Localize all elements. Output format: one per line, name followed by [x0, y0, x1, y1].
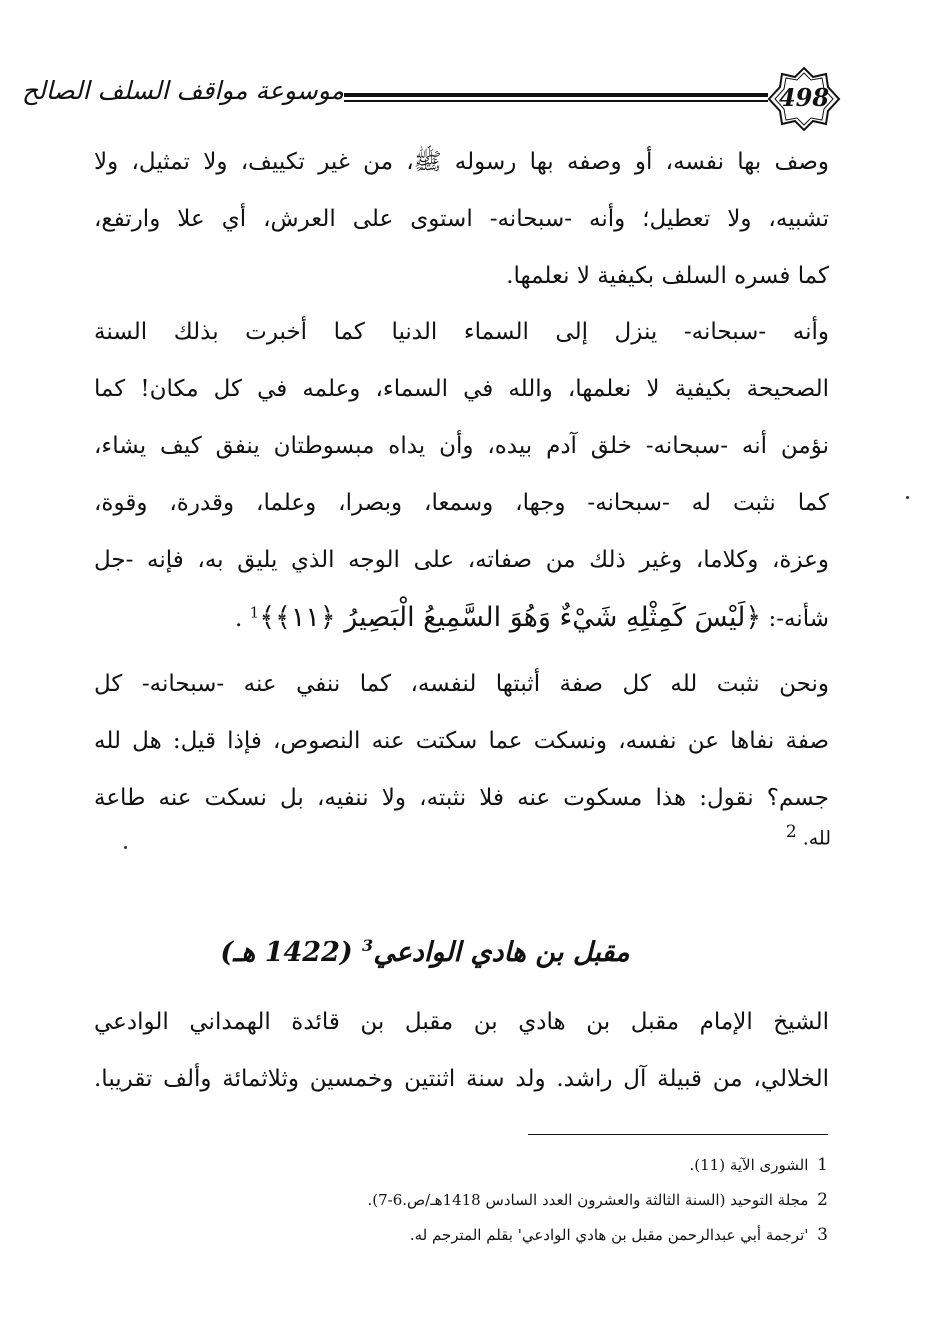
footnote-text: مجلة التوحيد (السنة الثالثة والعشرون العدد السادس 1418هـ/ص.6-7).: [367, 1191, 809, 1209]
page-header: [21, 66, 848, 132]
footnotes: [120, 1148, 828, 1253]
ending-text: لله.: [802, 827, 831, 850]
footnote-2: [120, 1183, 828, 1218]
footnote-ref-2[interactable]: 2: [785, 822, 797, 842]
text-line: وأنه -سبحانه- ينزل إلى السماء الدنيا كما أخبرت بذلك السنة: [94, 319, 829, 345]
speck: [124, 846, 127, 849]
text-line: كما فسره السلف بكيفية لا نعلمها.: [506, 263, 829, 289]
text-line: نؤمن أنه -سبحانه- خلق آدم بيده، وأن يداه مبسوطتان ينفق كيف يشاء،: [94, 433, 829, 459]
text-line: تشبيه، ولا تعطيل؛ وأنه -سبحانه- استوى على العرش، أي علا وارتفع،: [94, 206, 829, 232]
speck: [906, 496, 909, 499]
paragraph-4: [94, 994, 829, 1108]
footnote-1: [120, 1148, 828, 1183]
footnote-separator: [528, 1134, 828, 1135]
text-line: الخلالي، من قبيلة آل راشد. ولد سنة اثنتين وخمسين وثلاثمائة وألف تقريبا.: [94, 1066, 829, 1092]
quran-verse: ﴿لَيْسَ كَمِثْلِهِ شَيْءٌ وَهُوَ السَّمِيعُ الْبَصِيرُ ﴿١١﴾﴾: [259, 602, 762, 633]
header-rule: [344, 90, 768, 104]
footnote-ref-3[interactable]: 3: [362, 936, 374, 955]
page-number: 498: [778, 83, 830, 112]
quran-verse-line: [94, 589, 829, 646]
paragraph-3-ending: [786, 822, 831, 849]
page-number-badge: [766, 66, 842, 132]
paragraph-1: [94, 134, 829, 305]
text-line: ونحن نثبت لله كل صفة أثبتها لنفسه، كما ننفي عنه -سبحانه- كل: [94, 671, 829, 697]
text-line: جسم؟ نقول: هذا مسكوت عنه فلا نثبته، ولا ننفيه، بل نسكت عنه طاعة: [94, 785, 829, 811]
heading-date: (1422 هـ): [220, 937, 353, 968]
book-title: موسوعة مواقف السلف الصالح: [21, 76, 344, 105]
footnote-text: الشورى الآية (11).: [689, 1156, 809, 1174]
section-heading: [200, 936, 650, 968]
footnote-number: 3: [817, 1225, 828, 1245]
text-line: الصحيحة بكيفية لا نعلمها، والله في السماء، وعلمه في كل مكان! كما: [94, 376, 829, 402]
footnote-3: [120, 1218, 828, 1253]
heading-name: مقبل بن هادي الوادعي: [373, 937, 630, 968]
verse-end-period: .: [235, 606, 243, 632]
text-line: كما نثبت له -سبحانه- وجها، وسمعا، وبصرا، وعلما، وقدرة، وقوة،: [94, 490, 829, 516]
footnote-ref-1[interactable]: 1: [249, 603, 260, 622]
verse-intro: شأنه-:: [768, 606, 829, 632]
footnote-number: 2: [817, 1190, 828, 1210]
paragraph-3: [94, 656, 829, 827]
footnote-number: 1: [817, 1155, 828, 1175]
text-line: صفة نفاها عن نفسه، ونسكت عما سكتت عنه النصوص، فإذا قيل: هل لله: [94, 728, 829, 754]
text-line: الشيخ الإمام مقبل بن هادي بن مقبل بن قائدة الهمداني الوادعي: [94, 1009, 829, 1035]
paragraph-2: [94, 304, 829, 646]
text-line: وصف بها نفسه، أو وصفه بها رسوله ﷺ، من غير تكييف، ولا تمثيل، ولا: [94, 149, 829, 175]
text-line: وعزة، وكلاما، وغير ذلك من صفاته، على الوجه الذي يليق به، فإنه -جل: [94, 547, 829, 573]
footnote-text: 'ترجمة أبي عبدالرحمن مقبل بن هادي الوادعي' بقلم المترجم له.: [409, 1226, 809, 1244]
